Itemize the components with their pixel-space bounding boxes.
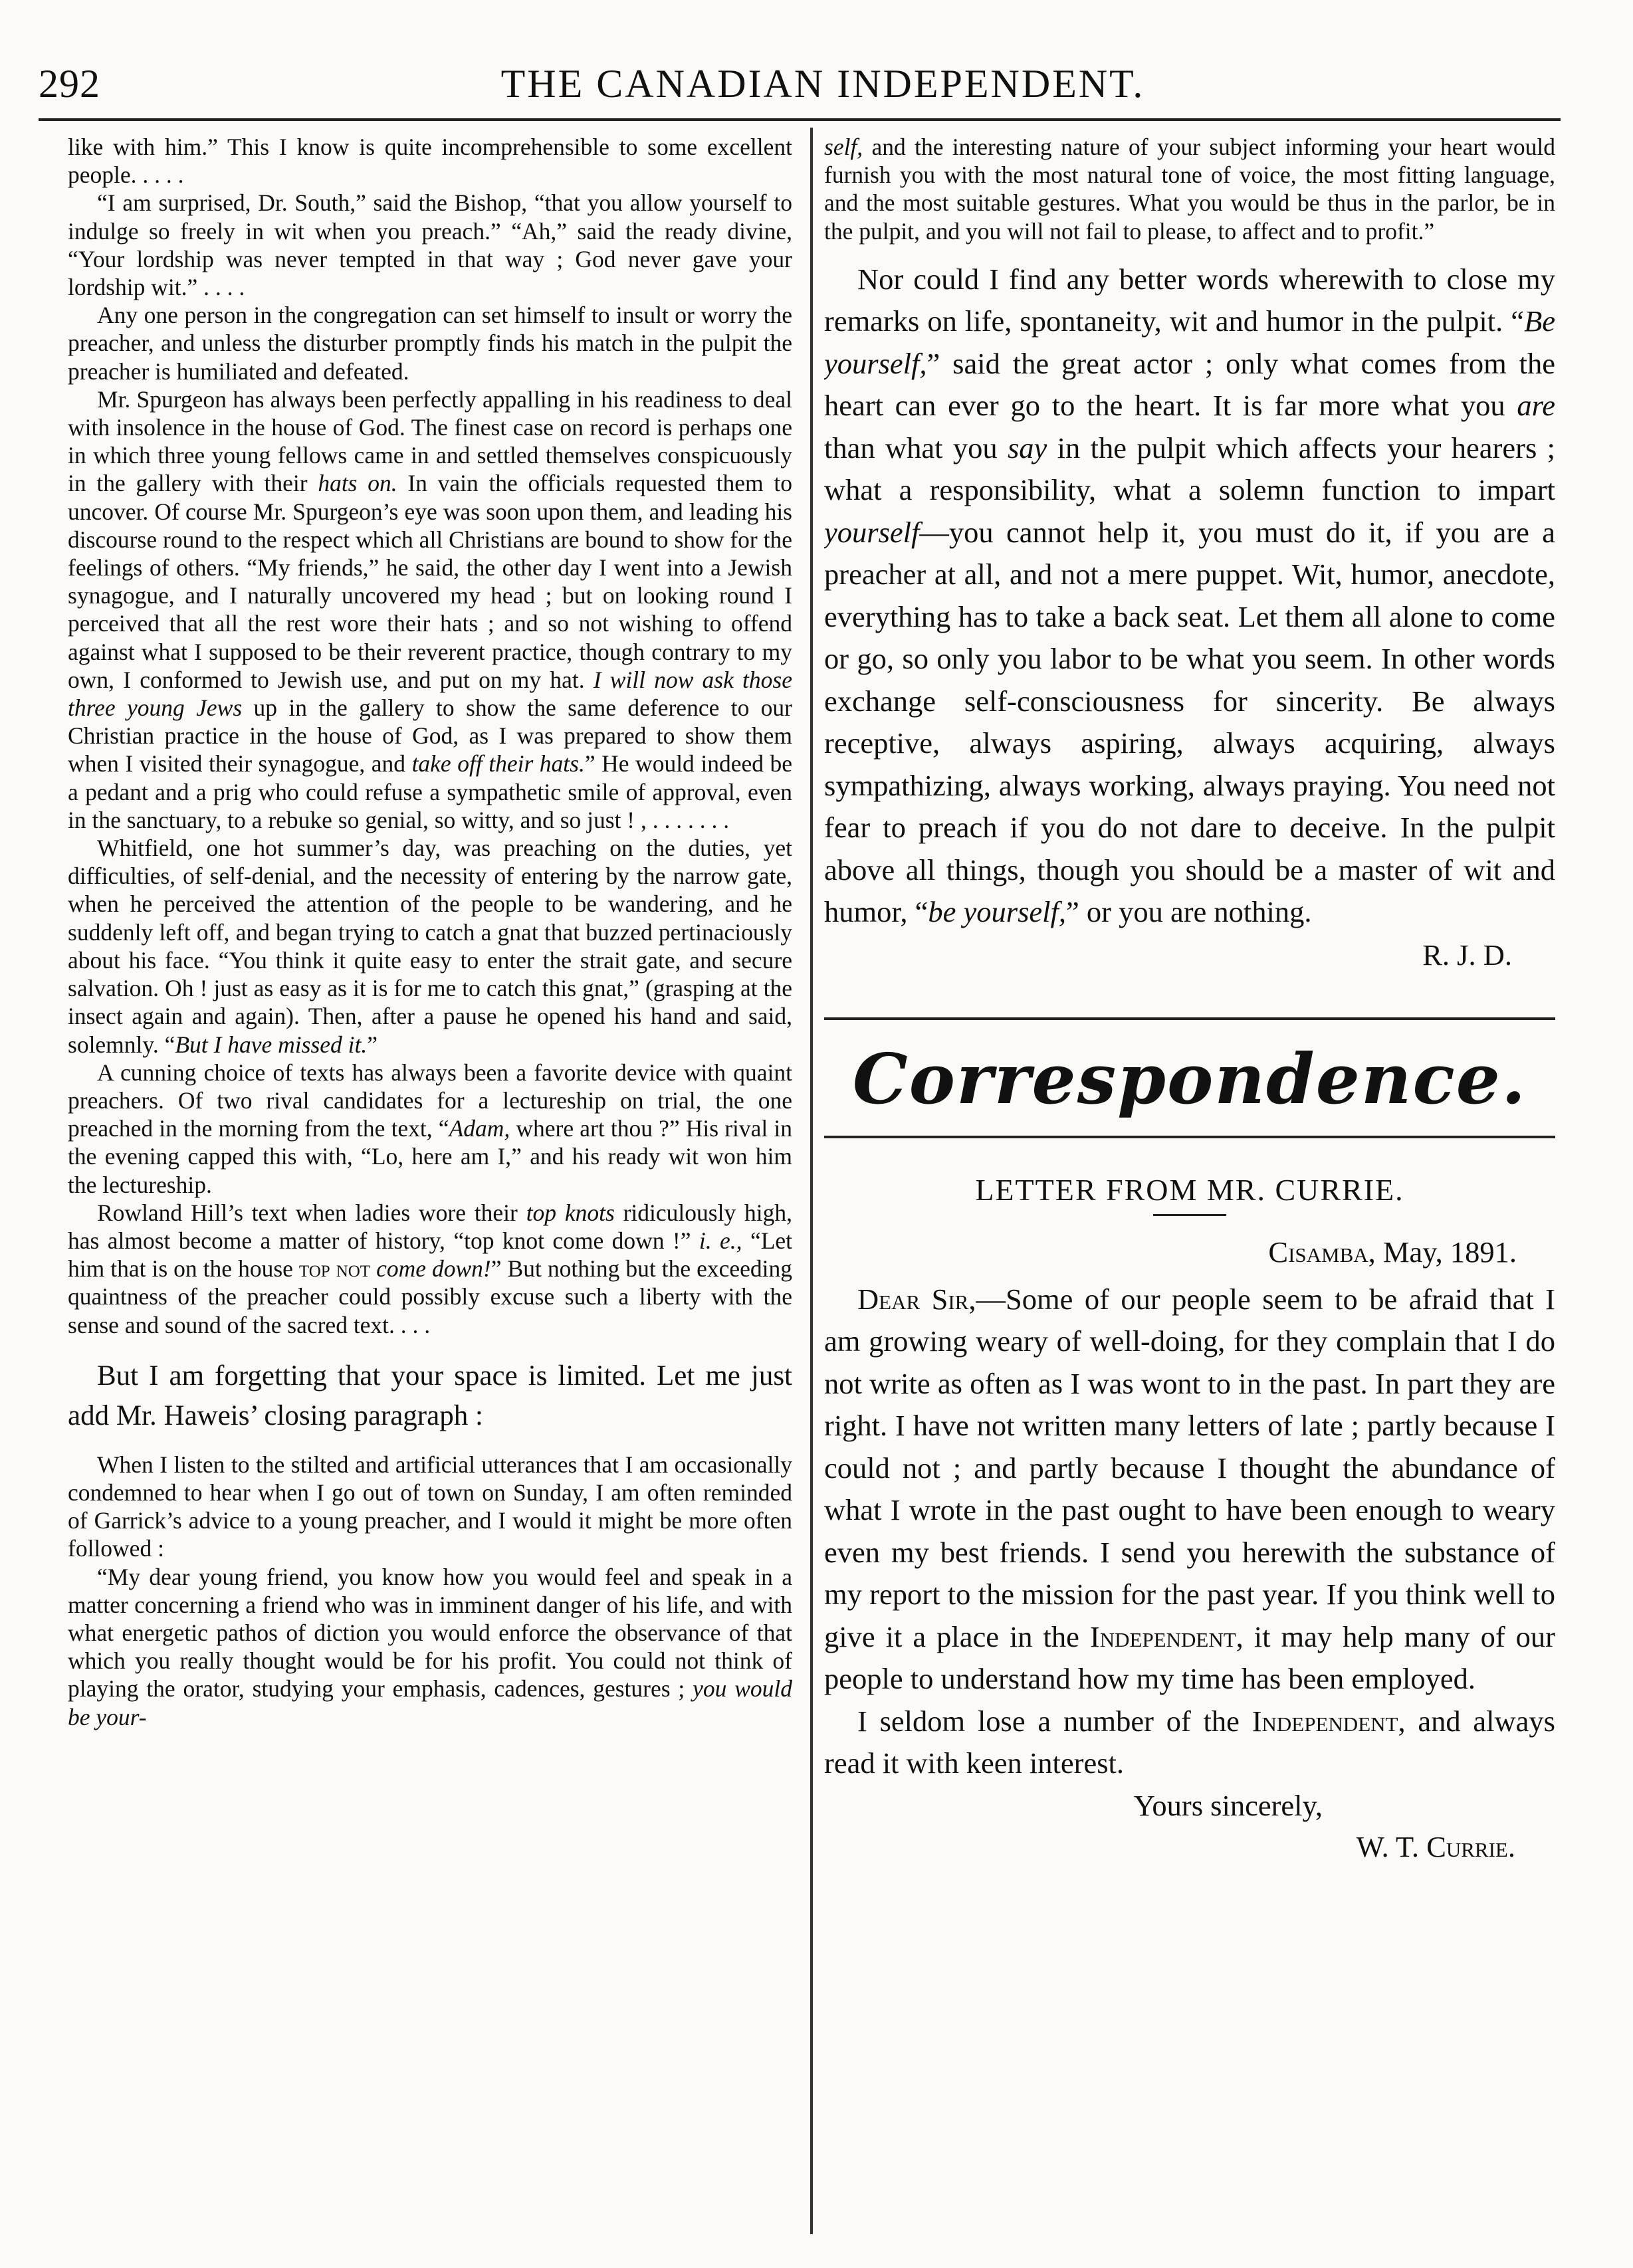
letter-heading: LETTER FROM MR. CURRIE.: [975, 1172, 1404, 1207]
place-name: Cisamba,: [1268, 1235, 1376, 1269]
italic-run: top knots: [526, 1199, 615, 1226]
article-initials: R. J. D.: [1422, 938, 1512, 972]
section-rule: [824, 1017, 1555, 1020]
text-run: and the interesting nature of your subject informing your heart would furnish you with the most natural tone of voice, the most fitting language, and the most suitable gestures. What you would be thus in the parlor, be in the pulpit, and you will not fail to please, to affect and to profit.”: [824, 134, 1555, 245]
closing-line: Yours sincerely,: [1133, 1788, 1323, 1822]
short-rule: [1153, 1214, 1226, 1216]
italic-run: i. e.,: [699, 1227, 742, 1254]
left-paragraph: [68, 1199, 792, 1339]
left-paragraph: Any one person in the congregation can set himself to insult or worry the preacher, and unless the disturber promptly finds his match in the pulpit the preacher is humiliated and defeated.: [68, 302, 792, 385]
text-run: and always read it with keen interest.: [824, 1704, 1555, 1780]
italic-run: you would be your-: [68, 1675, 792, 1730]
italic-run: Be yourself,: [824, 304, 1555, 380]
left-paragraph: like with him.” This I know is quite incomprehensible to some excellent people. . . . .: [68, 134, 792, 189]
section-title: Correspondence.: [852, 1037, 1527, 1120]
italic-run: I will now ask those three young Jews: [68, 666, 792, 722]
right-paragraph-large: [824, 1279, 1555, 1701]
smallcaps-run: Independent,: [1089, 1619, 1244, 1653]
left-paragraph-large: But I am forgetting that your space is limited. Let me just add Mr. Haweis’ closing paragraph :: [68, 1360, 792, 1431]
italic-run: say: [1007, 431, 1047, 464]
italic-run: hats on.: [318, 470, 397, 497]
italic-run: come down!: [376, 1255, 491, 1283]
right-paragraph-large: [824, 258, 1555, 934]
left-paragraph: [68, 834, 792, 1059]
smallcaps-run: Independent,: [1252, 1704, 1406, 1738]
text-run: Whitfield, one hot summer’s day, was preaching on the duties, yet difficulties, of self-denial, and the necessity of entering by the narrow gate, when he perceived the attention of the people to be wandering, and he suddenly left off, and began trying to catch a gnat that buzzed pertinaciously about his face. “You think it quite easy to enter the strait gate, and secure salvation. Oh ! just as easy as it is for me to catch this gnat,” (grasping at the insect again and again). Then, after a pause he opened his hand and said, solemnly. “: [68, 835, 792, 1058]
text-run: up in the gallery to show the same deference to our Christian practice in the house of God, as I was prepared to show them when I visited their synagogue, and: [68, 694, 792, 777]
italic-run: But I have missed it.: [175, 1031, 368, 1058]
salutation: Dear Sir,: [857, 1282, 976, 1316]
text-run: “Let him that is on the house: [68, 1227, 792, 1283]
text-run: [370, 1255, 376, 1282]
text-run: Nor could I find any better words wherewith to close my remarks on life, spontaneity, wit and humor in the pulpit. “: [824, 262, 1555, 338]
left-paragraph: [68, 1059, 792, 1199]
smallcaps-run: top not: [298, 1255, 371, 1283]
text-run: it may help many of our people to understand how my time has been employed.: [824, 1619, 1555, 1696]
text-run: —Some of our people seem to be afraid that I am growing weary of well-doing, for they complain that I do not write as often as I was wont to in the past. In part they are right. I have not written many letters of late ; partly because I could not ; and partly because I thought the abundance of what I wrote in the past ought to have been enough to weary even my best friends. I send you herewith the substance of my report to the mission for the past year. If you think well to give it a place in the: [824, 1282, 1555, 1653]
right-column: [824, 133, 1555, 2246]
header-rule: [39, 118, 1561, 121]
section-rule: [824, 1136, 1555, 1138]
right-paragraph: [824, 133, 1555, 245]
text-run: ” or you are nothing.: [1066, 895, 1312, 929]
italic-run: Adam,: [449, 1115, 510, 1142]
text-run: Rowland Hill’s text when ladies wore their: [97, 1199, 526, 1226]
text-run: “My dear young friend, you know how you would feel and speak in a matter concerning a friend who was in imminent danger of his life, and with what energetic pathos of diction you would enforce the observance of that which you really thought would be for his profit. You could not think of playing the orator, studying your emphasis, cadences, gestures ;: [68, 1563, 792, 1702]
text-run: ” But nothing but the exceeding quaintness of the preacher could possibly excuse such a liberty with the sense and sound of the sacred text. . . .: [68, 1255, 792, 1338]
text-run: ” said the great actor ; only what comes from the heart can ever go to the heart. It is far more what you: [824, 346, 1555, 423]
italic-run: are: [1517, 389, 1555, 423]
page-number: 292: [39, 62, 100, 106]
italic-run: yourself: [824, 515, 920, 549]
signature-name: Currie.: [1426, 1829, 1515, 1863]
text-run: —you cannot help it, you must do it, if you are a preacher at all, and not a mere puppet. Wit, humor, anecdote, everything has to take a back seat. Let them all alone to come or go, so only you labor to be what you seem. In other words exchange self-consciousness for sincerity. Be always receptive, always aspiring, always acquiring, always sympathizing, always working, always praying. You need not fear to preach if you do not dare to deceive. In the pulpit above all things, though you should be a master of wit and humor, “: [824, 515, 1555, 929]
left-paragraph: When I listen to the stilted and artificial utterances that I am occasionally condemned to hear when I go out of town on Sunday, I am often reminded of Garrick’s advice to a young preacher, and I would it might be more often followed :: [68, 1451, 792, 1562]
left-column: [68, 133, 792, 2246]
text-run: ” He would indeed be a pedant and a prig who could refuse a sympathetic smile of approval, even in the sanctuary, to a rebuke so genial, so witty, and so just ! , . . . . . . .: [68, 750, 792, 833]
page-title: THE CANADIAN INDEPENDENT.: [500, 62, 1145, 106]
letter-date: May, 1891.: [1375, 1235, 1517, 1269]
left-paragraph: [68, 385, 792, 834]
text-run: where art thou ?” His rival in the evening capped this with, “Lo, here am I,” and his ready wit won him the lectureship.: [68, 1115, 792, 1198]
column-divider: [810, 128, 813, 2234]
signature: [824, 1826, 1555, 1867]
left-paragraph: [68, 1563, 792, 1731]
italic-run: self,: [824, 134, 863, 160]
text-run: in the pulpit which affects your hearers ; what a responsibility, what a solemn function to impart: [824, 431, 1555, 507]
text-run: than what you: [824, 431, 1008, 464]
letter-place-date: [824, 1232, 1555, 1272]
text-run: In vain the officials requested them to uncover. Of course Mr. Spurgeon’s eye was soon upon them, and leading his discourse round to the respect which all Christians are bound to show for the feelings of others. “My friends,” he said, the other day I went into a Jewish synagogue, and I naturally uncovered my head ; but on looking round I perceived that all the rest wore their hats ; and so not wishing to offend against what I supposed to be their reverent practice, though contrary to my own, I conformed to Jewish use, and put on my hat.: [68, 470, 792, 693]
signature-initials: W. T.: [1356, 1829, 1427, 1863]
italic-run: be yourself,: [928, 895, 1067, 929]
text-run: ”: [367, 1031, 378, 1058]
text-run: ridiculously high, has almost become a matter of history, “top knot come down !”: [68, 1199, 792, 1254]
text-run: A cunning choice of texts has always been a favorite device with quaint preachers. Of two rival candidates for a lectureship on trial, the one preached in the morning from the text, “: [68, 1059, 792, 1142]
italic-run: take off their hats.: [411, 750, 585, 777]
left-paragraph: “I am surprised, Dr. South,” said the Bishop, “that you allow yourself to indulge so freely in wit when you preach.” “Ah,” said the ready divine, “Your lordship was never tempted in that way ; God never gave your lordship wit.” . . . .: [68, 189, 792, 301]
text-run: I seldom lose a number of the: [857, 1704, 1252, 1738]
right-paragraph-large: [824, 1701, 1555, 1785]
text-run: Mr. Spurgeon has always been perfectly appalling in his readiness to deal with insolence in the house of God. The finest case on record is perhaps one in which three young fellows came in and settled themselves conspicuously in the gallery with their: [68, 385, 792, 497]
page-header: [39, 61, 1561, 114]
